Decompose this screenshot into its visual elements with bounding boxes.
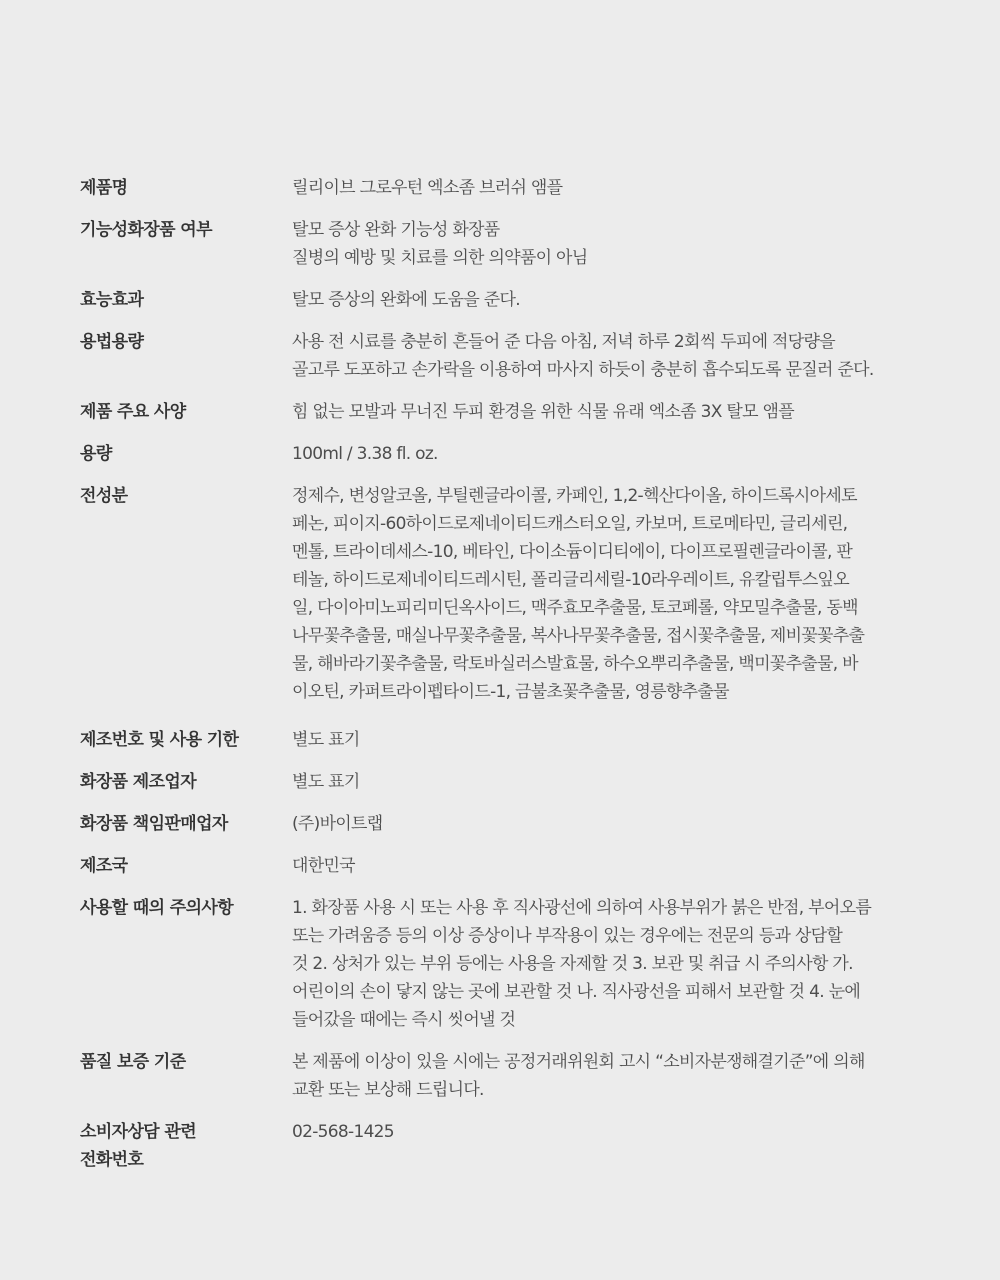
spec-value-line: 어린이의 손이 닿지 않는 곳에 보관할 것 나. 직사광선을 피해서 보관할 것 4. 눈에 (292, 982, 861, 1002)
spec-value-line: 릴리이브 그로우턴 엑소좀 브러쉬 앰플 (292, 178, 563, 198)
spec-value-line: 테놀, 하이드로제네이티드레시틴, 폴리글리세릴-10라우레이트, 유칼립투스잎오 (292, 570, 849, 590)
spec-value-line: 1. 화장품 사용 시 또는 사용 후 직사광선에 의하여 사용부위가 붉은 반점, 부어오름 (292, 898, 872, 918)
spec-value-line: 또는 가려움증 등의 이상 증상이나 부작용이 있는 경우에는 전문의 등과 상담할 (292, 926, 843, 946)
spec-value-line: 골고루 도포하고 손가락을 이용하여 마사지 하듯이 충분히 흡수되도록 문질러 준다. (292, 360, 874, 380)
spec-value-line: 페논, 피이지-60하이드로제네이티드캐스터오일, 카보머, 트로메타민, 글리세린, (292, 514, 848, 534)
spec-label: 용량 (80, 444, 112, 464)
spec-value-line: 일, 다이아미노피리미딘옥사이드, 맥주효모추출물, 토코페롤, 약모밀추출물, 동백 (292, 598, 858, 618)
spec-label: 소비자상담 관련 전화번호 (80, 1122, 197, 1170)
spec-value (292, 768, 920, 796)
spec-value-line: 사용 전 시료를 충분히 흔들어 준 다음 아침, 저녁 하루 2회씩 두피에 적당량을 (292, 332, 835, 352)
spec-value (292, 440, 920, 468)
spec-label: 전성분 (80, 486, 128, 506)
spec-label: 제품 주요 사양 (80, 402, 186, 422)
spec-value-line: 별도 표기 (292, 730, 360, 750)
spec-value-line: (주)바이트랩 (292, 814, 383, 834)
spec-label: 화장품 책임판매업자 (80, 814, 228, 834)
spec-row-efficacy (80, 286, 920, 314)
spec-value-line: 물, 해바라기꽃추출물, 락토바실러스발효물, 하수오뿌리추출물, 백미꽃추출물, 바 (292, 654, 858, 674)
spec-value-line: 탈모 증상의 완화에 도움을 준다. (292, 290, 520, 310)
spec-value (292, 174, 920, 202)
spec-row-quality-guarantee (80, 1048, 920, 1104)
spec-value-line: 나무꽃추출물, 매실나무꽃추출물, 복사나무꽃추출물, 접시꽃추출물, 제비꽃꽃추출 (292, 626, 865, 646)
spec-value-line: 질병의 예방 및 치료를 의한 의약품이 아님 (292, 248, 588, 268)
spec-value-line: 대한민국 (292, 856, 355, 876)
spec-row-main-spec (80, 398, 920, 426)
spec-value-line: 탈모 증상 완화 기능성 화장품 (292, 220, 500, 240)
spec-row-volume (80, 440, 920, 468)
spec-value-line: 들어갔을 때에는 즉시 씻어낼 것 (292, 1010, 516, 1030)
spec-value (292, 286, 920, 314)
product-spec-table (80, 174, 920, 1188)
spec-row-country (80, 852, 920, 880)
spec-value (292, 852, 920, 880)
spec-value-line: 것 2. 상처가 있는 부위 등에는 사용을 자제할 것 3. 보관 및 취급 시 주의사항 가. (292, 954, 853, 974)
spec-value-line: 02-568-1425 (292, 1122, 394, 1142)
spec-label: 효능효과 (80, 290, 144, 310)
spec-value (292, 328, 920, 384)
spec-value-line: 본 제품에 이상이 있을 시에는 공정거래위원회 고시 “소비자분쟁해결기준”에 의해 (292, 1052, 865, 1072)
spec-value (292, 216, 920, 272)
spec-value (292, 810, 920, 838)
spec-value-line: 100ml / 3.38 fl. oz. (292, 444, 438, 464)
spec-label: 기능성화장품 여부 (80, 220, 212, 240)
spec-label: 용법용량 (80, 332, 144, 352)
spec-value-line: 교환 또는 보상해 드립니다. (292, 1080, 484, 1100)
spec-label: 사용할 때의 주의사항 (80, 898, 234, 918)
spec-row-functional-cosmetic (80, 216, 920, 272)
spec-row-lot-expiry (80, 726, 920, 754)
spec-row-consumer-phone (80, 1118, 920, 1174)
spec-label: 품질 보증 기준 (80, 1052, 186, 1072)
spec-row-usage (80, 328, 920, 384)
spec-value (292, 726, 920, 754)
spec-label: 화장품 제조업자 (80, 772, 197, 792)
spec-row-manufacturer (80, 768, 920, 796)
spec-row-ingredients (80, 482, 920, 706)
spec-value (292, 482, 920, 706)
spec-row-precautions (80, 894, 920, 1034)
spec-value (292, 1118, 920, 1146)
spec-label: 제품명 (80, 178, 128, 198)
spec-value (292, 1048, 920, 1104)
spec-value-line: 정제수, 변성알코올, 부틸렌글라이콜, 카페인, 1,2-헥산다이올, 하이드록시아세토 (292, 486, 857, 506)
spec-value-line: 힘 없는 모발과 무너진 두피 환경을 위한 식물 유래 엑소좀 3X 탈모 앰플 (292, 402, 795, 422)
spec-value-line: 별도 표기 (292, 772, 360, 792)
spec-value (292, 398, 920, 426)
spec-row-distributor (80, 810, 920, 838)
spec-label: 제조번호 및 사용 기한 (80, 730, 239, 750)
spec-value-line: 멘톨, 트라이데세스-10, 베타인, 다이소듐이디티에이, 다이프로필렌글라이콜, 판 (292, 542, 853, 562)
spec-value-line: 이오틴, 카퍼트라이펩타이드-1, 금불초꽃추출물, 영릉향추출물 (292, 682, 729, 702)
spec-value (292, 894, 920, 1034)
spec-row-product-name (80, 174, 920, 202)
spec-label: 제조국 (80, 856, 128, 876)
